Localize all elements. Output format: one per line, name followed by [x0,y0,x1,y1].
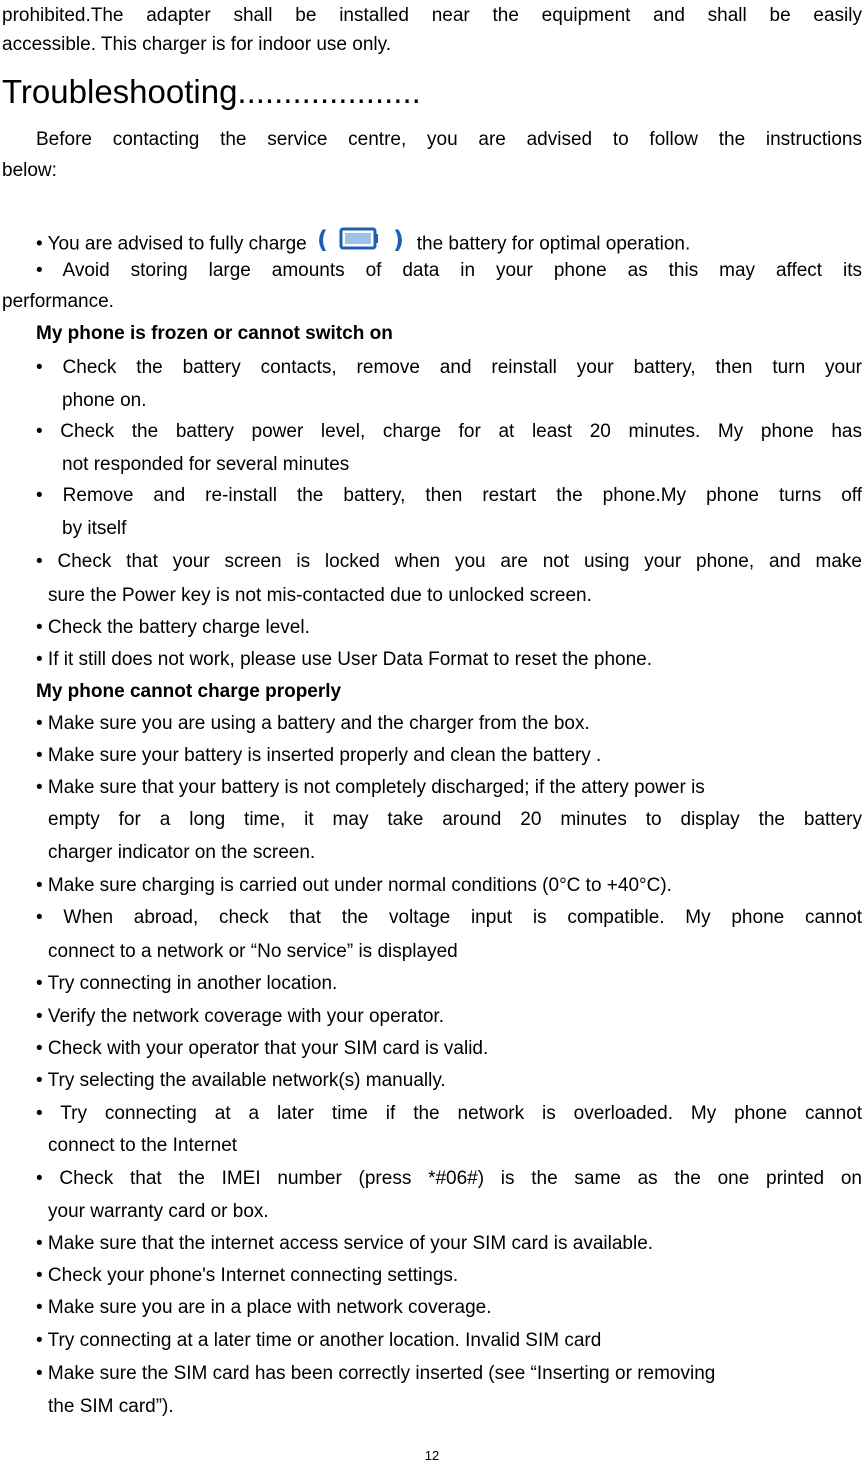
before-line-2: below: [2,160,57,181]
frozen-title: My phone is frozen or cannot switch on [36,323,393,344]
charging-bullet-4: • Make sure charging is carried out under normal conditions (0°C to +40°C). [36,875,672,896]
frozen-bullet-1-line-2: phone on. [62,390,147,411]
frozen-bullet-4-line-1: • Check that your screen is locked when you are not using your phone, and make [36,551,862,572]
internet-bullet-1-line-2: your warranty card or box. [48,1201,269,1222]
charge-text-after: the battery for optimal operation. [416,233,691,255]
frozen-bullet-2-line-2: not responded for several minutes [62,454,350,475]
page-number: 12 [424,1448,440,1463]
charging-bullet-3-line-3: charger indicator on the screen. [48,842,316,863]
intro-line-2: accessible. This charger is for indoor use only. [2,34,391,55]
svg-text:): ) [392,226,404,254]
frozen-bullet-3-line-2: by itself [62,518,127,539]
network-bullet-2: • Verify the network coverage with your operator. [36,1006,444,1027]
charging-bullet-5-line-2: connect to a network or “No service” is displayed [48,941,458,962]
frozen-bullet-5: • Check the battery charge level. [36,617,310,638]
frozen-bullet-4-line-2: sure the Power key is not mis-contacted due to unlocked screen. [48,585,592,606]
charging-title: My phone cannot charge properly [36,681,342,702]
charging-bullet-3-line-2: empty for a long time, it may take around 20 minutes to display the battery [48,809,862,830]
internet-bullet-1-line-1: • Check that the IMEI number (press *#06#) is the same as the one printed on [36,1168,862,1189]
charging-bullet-5-line-1: • When abroad, check that the voltage input is compatible. My phone cannot [36,907,862,928]
charging-bullet-1: • Make sure you are using a battery and the charger from the box. [36,713,590,734]
network-bullet-5-line-2: connect to the Internet [48,1135,238,1156]
sim-bullet-1-line-1: • Make sure the SIM card has been correctly inserted (see “Inserting or removing [36,1363,716,1384]
internet-bullet-4: • Make sure you are in a place with network coverage. [36,1297,492,1318]
network-bullet-3: • Check with your operator that your SIM card is valid. [36,1038,489,1059]
before-line-1: Before contacting the service centre, you are advised to follow the instructions [36,129,862,150]
frozen-bullet-2-line-1: • Check the battery power level, charge for at least 20 minutes. My phone has [36,421,862,442]
frozen-bullet-3-line-1: • Remove and re-install the battery, then restart the phone.My phone turns off [36,485,862,506]
frozen-bullet-6: • If it still does not work, please use User Data Format to reset the phone. [36,649,652,670]
frozen-bullet-1-line-1: • Check the battery contacts, remove and reinstall your battery, then turn your [36,357,862,378]
charge-text-before: • You are advised to fully charge [36,233,307,255]
internet-bullet-3: • Check your phone's Internet connecting settings. [36,1265,459,1286]
battery-icon [317,224,407,261]
charging-bullet-2: • Make sure your battery is inserted properly and clean the battery . [36,745,602,766]
internet-bullet-5: • Try connecting at a later time or another location. Invalid SIM card [36,1330,602,1351]
network-bullet-5-line-1: • Try connecting at a later time if the network is overloaded. My phone cannot [36,1103,862,1124]
network-bullet-1: • Try connecting in another location. [36,973,338,994]
section-heading: Troubleshooting.................... [2,73,421,110]
avoid-line-2: performance. [2,291,114,312]
avoid-line-1: • Avoid storing large amounts of data in your phone as this may affect its [36,260,862,281]
internet-bullet-2: • Make sure that the internet access service of your SIM card is available. [36,1233,654,1254]
network-bullet-4: • Try selecting the available network(s) manually. [36,1070,446,1091]
intro-line-1: prohibited.The adapter shall be installed near the equipment and shall be easily [2,5,862,26]
sim-bullet-1-line-2: the SIM card”). [48,1396,174,1417]
svg-text:(: ( [316,226,328,254]
charging-bullet-3-line-1: • Make sure that your battery is not completely discharged; if the attery power is [36,777,705,798]
